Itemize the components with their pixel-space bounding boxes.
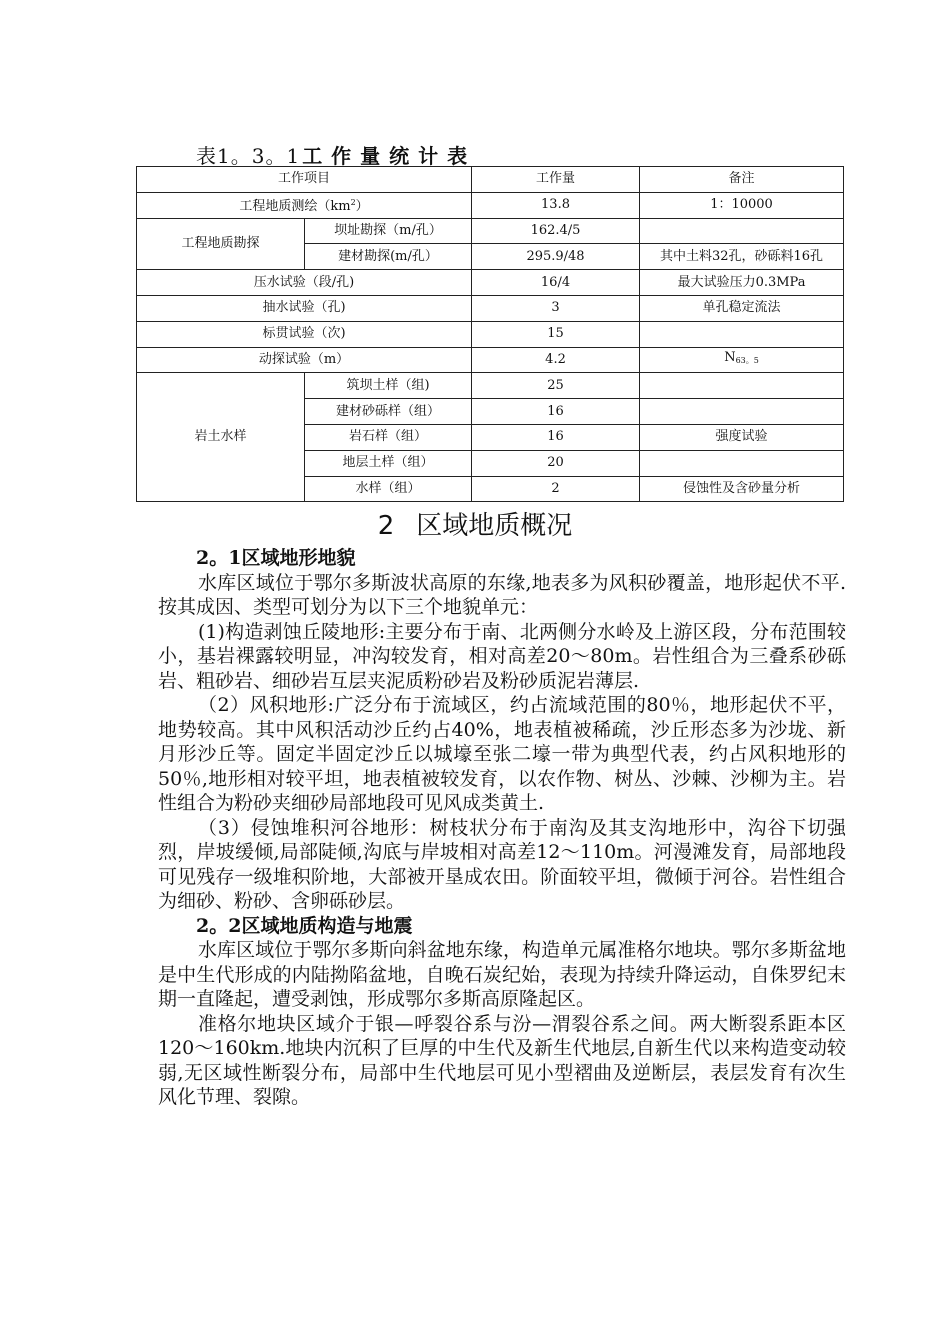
row-qty: 295.9/48 bbox=[472, 244, 640, 270]
table-row bbox=[137, 270, 844, 296]
row-item: 地层土样（组） bbox=[305, 450, 472, 476]
chapter-number: 2 bbox=[377, 511, 395, 541]
row-note: 最大试验压力0.3MPa bbox=[640, 270, 844, 296]
row-item: 建材砂砾样（组） bbox=[305, 399, 472, 425]
row-item-text: 工程地质测绘（km bbox=[239, 199, 351, 215]
row-item-sup: 2 bbox=[350, 198, 356, 208]
table-row bbox=[137, 347, 844, 373]
row-note bbox=[640, 373, 844, 399]
row-item bbox=[137, 192, 472, 218]
table-row bbox=[137, 295, 844, 321]
table-caption-title: 工作量统计表 bbox=[302, 144, 477, 168]
paragraph: 水库区域位于鄂尔多斯波状高原的东缘,地表多为风积砂覆盖，地形起伏不平.按其成因、类型可划分为以下三个地貌单元： bbox=[158, 571, 846, 618]
row-qty: 15 bbox=[472, 321, 640, 347]
row-note bbox=[640, 399, 844, 425]
row-qty: 13.8 bbox=[472, 192, 640, 218]
chapter-title: 区域地质概况 bbox=[416, 511, 573, 541]
paragraph: （3）侵蚀堆积河谷地形：树枝状分布于南沟及其支沟地形中，沟谷下切强烈，岸坡缓倾,局部陡倾,沟底与岸坡相对高差12～110m。河漫滩发育，局部地段可见残存一级堆积阶地，大部被开垦成农田。阶面较平坦，微倾于河谷。岩性组合为细砂、粉砂、含卵砾砂层。 bbox=[158, 816, 846, 912]
row-note: 单孔稳定流法 bbox=[640, 295, 844, 321]
row-qty: 3 bbox=[472, 295, 640, 321]
row-note: 侵蚀性及含砂量分析 bbox=[640, 476, 844, 502]
section-heading-2-1: 2。1区域地形地貌 bbox=[196, 547, 356, 569]
row-qty: 4.2 bbox=[472, 347, 640, 373]
row-note-text: N bbox=[724, 350, 736, 366]
chapter-heading bbox=[0, 508, 950, 544]
row-item: 标贯试验（次) bbox=[137, 321, 472, 347]
row-item: 岩石样（组） bbox=[305, 424, 472, 450]
row-item: 筑坝土样（组) bbox=[305, 373, 472, 399]
row-note: 强度试验 bbox=[640, 424, 844, 450]
row-item: 压水试验（段/孔) bbox=[137, 270, 472, 296]
row-note bbox=[640, 218, 844, 244]
row-note bbox=[640, 450, 844, 476]
header-note: 备注 bbox=[640, 167, 844, 193]
row-item: 动探试验（m） bbox=[137, 347, 472, 373]
row-note: 其中土料32孔，砂砾料16孔 bbox=[640, 244, 844, 270]
row-note bbox=[640, 321, 844, 347]
row-qty: 162.4/5 bbox=[472, 218, 640, 244]
section-heading-2-2: 2。2区域地质构造与地震 bbox=[196, 914, 413, 937]
table-row bbox=[137, 218, 844, 244]
group-label-samples: 岩土水样 bbox=[137, 373, 305, 502]
table-caption-number: 表1。3。1 bbox=[196, 144, 301, 168]
row-qty: 16 bbox=[472, 399, 640, 425]
table-row bbox=[137, 192, 844, 218]
row-item: 坝址勘探（m/孔） bbox=[305, 218, 472, 244]
row-item: 抽水试验（孔) bbox=[137, 295, 472, 321]
paragraph: 水库区域位于鄂尔多斯向斜盆地东缘，构造单元属准格尔地块。鄂尔多斯盆地是中生代形成的内陆拗陷盆地，自晚石炭纪始，表现为持续升降运动，自侏罗纪末期一直隆起，遭受剥蚀，形成鄂尔多斯高原隆起区。 bbox=[158, 939, 846, 1010]
row-qty: 20 bbox=[472, 450, 640, 476]
row-qty: 16 bbox=[472, 424, 640, 450]
paragraph: (1)构造剥蚀丘陵地形:主要分布于南、北两侧分水岭及上游区段，分布范围较小，基岩裸露较明显，冲沟较发育，相对高差20～80m。岩性组合为三叠系砂砾岩、粗砂岩、细砂岩互层夹泥质粉砂岩及粉砂质泥岩薄层. bbox=[158, 620, 846, 692]
body-text bbox=[158, 546, 846, 1110]
paragraph: （2）风积地形:广泛分布于流域区，约占流域范围的80％，地形起伏不平，地势较高。其中风积活动沙丘约占40%，地表植被稀疏，沙丘形态多为沙垅、新月形沙丘等。固定半固定沙丘以城壕至张二壕一带为典型代表，约占风积地形的50％,地形相对较平坦，地表植被较发育，以农作物、树丛、沙棘、沙柳为主。岩性组合为粉砂夹细砂局部地段可见风成类黄土. bbox=[158, 694, 846, 814]
row-note-sub: 63。5 bbox=[735, 356, 759, 366]
table-header-row bbox=[137, 167, 844, 193]
row-qty: 16/4 bbox=[472, 270, 640, 296]
paragraph: 准格尔地块区域介于银—呼裂谷系与汾—渭裂谷系之间。两大断裂系距本区120～160km.地块内沉积了巨厚的中生代及新生代地层,自新生代以来构造变动较弱,无区域性断裂分布，局部中生代地层可见小型褶曲及逆断层，表层发育有次生风化节理、裂隙。 bbox=[158, 1012, 846, 1108]
table-row bbox=[137, 321, 844, 347]
header-qty: 工作量 bbox=[472, 167, 640, 193]
row-note: 1：10000 bbox=[640, 192, 844, 218]
row-item-suffix: ） bbox=[355, 199, 369, 215]
row-qty: 2 bbox=[472, 476, 640, 502]
table-row bbox=[137, 373, 844, 399]
row-qty: 25 bbox=[472, 373, 640, 399]
row-item: 建材勘探(m/孔） bbox=[305, 244, 472, 270]
workload-table bbox=[136, 166, 844, 502]
row-item: 水样（组） bbox=[305, 476, 472, 502]
table-caption bbox=[196, 140, 476, 169]
group-label-drilling: 工程地质勘探 bbox=[137, 218, 305, 270]
row-note bbox=[640, 347, 844, 373]
header-item: 工作项目 bbox=[137, 167, 472, 193]
